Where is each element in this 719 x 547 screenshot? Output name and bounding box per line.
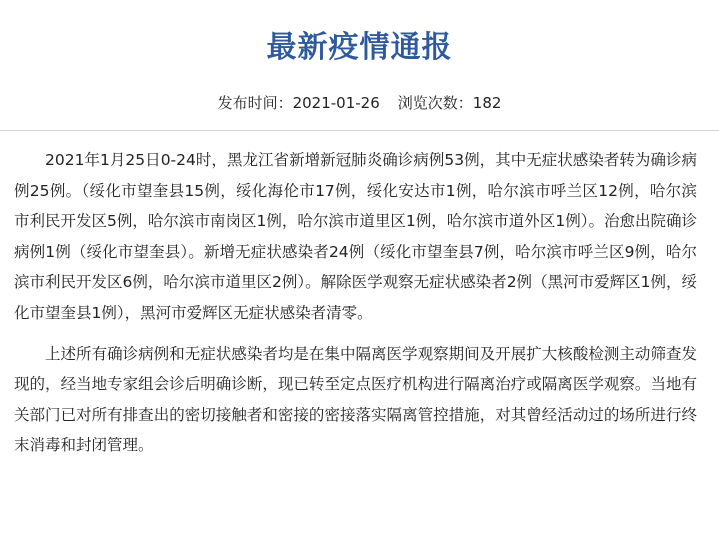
views-label: 浏览次数： [397, 94, 473, 112]
publish-label: 发布时间： [217, 94, 293, 112]
article-header [0, 0, 719, 114]
paragraph: 上述所有确诊病例和无症状感染者均是在集中隔离医学观察期间及开展扩大核酸检测主动筛查发现的，经当地专家组会诊后明确诊断，现已转至定点医疗机构进行隔离治疗或隔离医学观察。当地有关部门已对所有排查出的密切接触者和密接的密接落实隔离管控措施，对其曾经活动过的场所进行终末消毒和封闭管理。 [14, 344, 697, 455]
publish-date: 2021-01-26 [292, 94, 380, 112]
article-meta [0, 92, 719, 114]
views-count: 182 [472, 94, 502, 112]
article-title: 最新疫情通报 [266, 30, 453, 65]
paragraph: 2021年1月25日0-24时，黑龙江省新增新冠肺炎确诊病例53例，其中无症状感染者转为确诊病例25例。（绥化市望奎县15例，绥化海伦市17例，绥化安达市1例，哈尔滨市呼兰区12例，哈尔滨市利民开发区5例，哈尔滨市南岗区1例，哈尔滨市道里区1例，哈尔滨市道外区1例）。治愈出院确诊病例1例（绥化市望奎县）。新增无症状感染者24例（绥化市望奎县7例，哈尔滨市呼兰区9例，哈尔滨市利民开发区6例，哈尔滨市道里区2例）。解除医学观察无症状感染者2例（黑河市爱辉区1例，绥化市望奎县1例），黑河市爱辉区无症状感染者清零。 [14, 151, 697, 322]
article-body [0, 131, 719, 461]
